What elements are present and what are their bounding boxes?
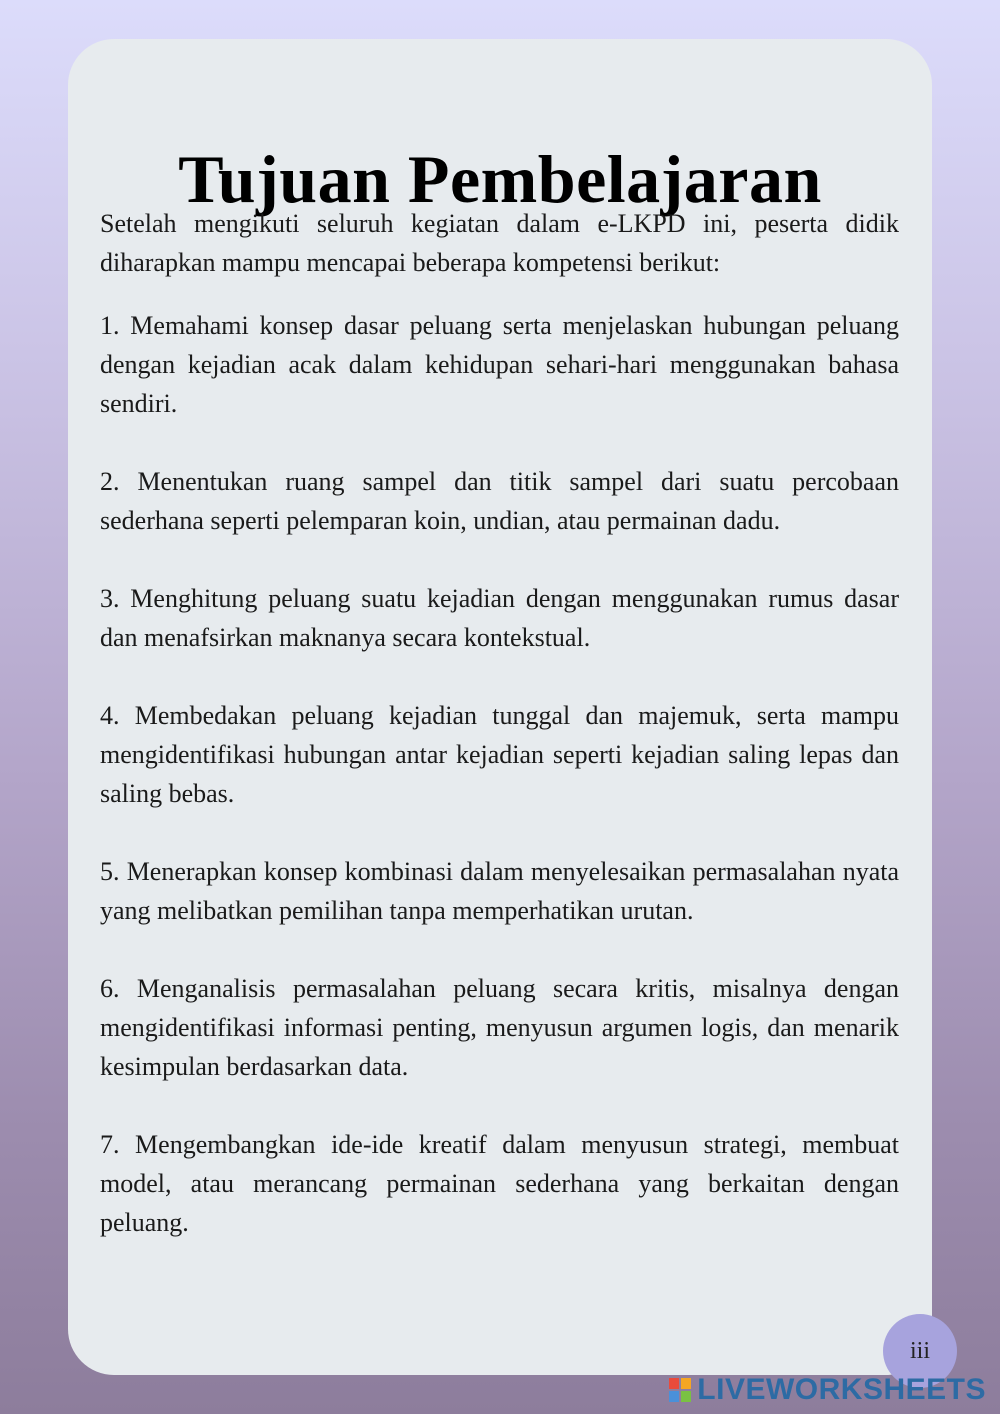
objective-item: 4. Membedakan peluang kejadian tunggal dan majemuk, serta mampu mengidentifikasi hubungan antar kejadian seperti kejadian saling lepas dan saling bebas. xyxy=(100,701,899,808)
page-number-text: iii xyxy=(909,1337,930,1364)
intro-paragraph: Setelah mengikuti seluruh kegiatan dalam e-LKPD ini, peserta didik diharapkan mampu mencapai beberapa kompetensi berikut: xyxy=(100,209,899,277)
page-title: Tujuan Pembelajaran xyxy=(178,141,822,217)
objective-item: 2. Menentukan ruang sampel dan titik sampel dari suatu percobaan sederhana seperti pelemparan koin, undian, atau permainan dadu. xyxy=(100,467,899,535)
liveworksheets-brand[interactable] xyxy=(669,1372,986,1408)
objective-item: 1. Memahami konsep dasar peluang serta menjelaskan hubungan peluang dengan kejadian acak dalam kehidupan sehari-hari menggunakan bahasa sendiri. xyxy=(100,311,899,418)
objective-item: 6. Menganalisis permasalahan peluang secara kritis, misalnya dengan mengidentifikasi informasi penting, menyusun argumen logis, dan menarik kesimpulan berdasarkan data. xyxy=(100,974,899,1081)
content-body xyxy=(100,204,899,1281)
objective-item: 7. Mengembangkan ide-ide kreatif dalam menyusun strategi, membuat model, atau merancang permainan sederhana yang berkaitan dengan peluang. xyxy=(100,1130,899,1237)
liveworksheets-text: LIVEWORKSHEETS xyxy=(697,1373,986,1406)
objectives-list xyxy=(100,306,899,1242)
liveworksheets-logo-icon xyxy=(669,1378,691,1402)
objective-item: 3. Menghitung peluang suatu kejadian dengan menggunakan rumus dasar dan menafsirkan maknanya secara kontekstual. xyxy=(100,584,899,652)
objective-item: 5. Menerapkan konsep kombinasi dalam menyelesaikan permasalahan nyata yang melibatkan pemilihan tanpa memperhatikan urutan. xyxy=(100,857,899,925)
